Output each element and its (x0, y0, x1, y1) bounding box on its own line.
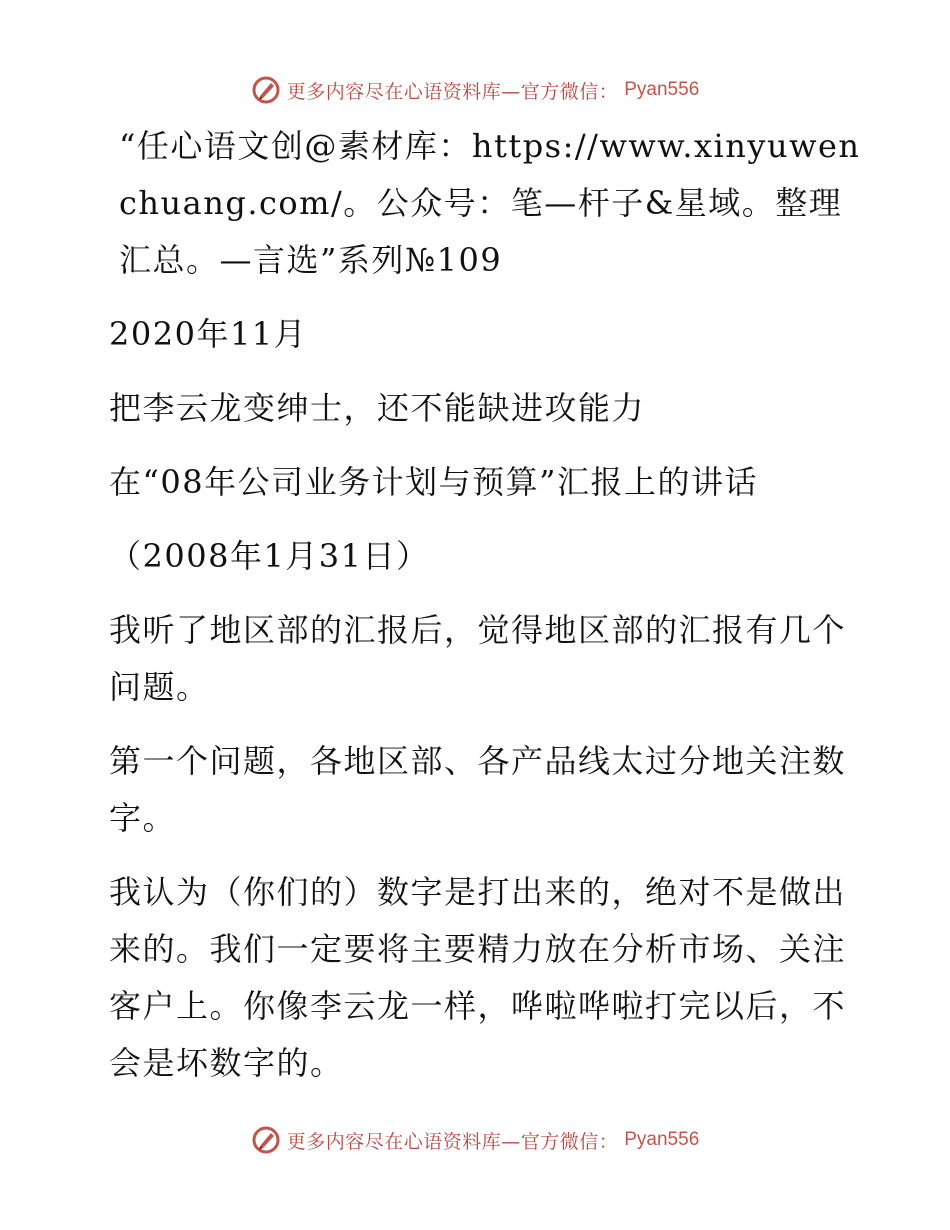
document-body (97, 118, 867, 1092)
header-wechat-id: Pyan556 (624, 79, 700, 100)
body-paragraph: 我听了地区部的汇报后，觉得地区部的汇报有几个问题。 (109, 611, 847, 706)
footer-banner-text: 更多内容尽在心语资料库—官方微信： (286, 1130, 619, 1153)
speech-date: （2008年1月31日） (109, 537, 430, 575)
document-subtitle: 在“08年公司业务计划与预算”汇报上的讲话 (109, 463, 758, 501)
header-watermark-banner (0, 70, 950, 110)
footer-watermark-banner (0, 1120, 950, 1160)
pen-in-circle-icon (251, 75, 281, 105)
document-date: 2020年11月 (109, 315, 308, 353)
pen-in-circle-icon (251, 1125, 281, 1155)
header-banner-text: 更多内容尽在心语资料库—官方微信： (286, 80, 619, 103)
body-paragraph: 我认为（你们的）数字是打出来的，绝对不是做出来的。我们一定要将主要精力放在分析市场、关注客户上。你像李云龙一样，哗啦哗啦打完以后，不会是坏数字的。 (109, 873, 847, 1082)
document-title: 把李云龙变绅士，还不能缺进攻能力 (109, 389, 646, 427)
body-paragraph: 第一个问题，各地区部、各产品线太过分地关注数字。 (109, 742, 847, 837)
intro-paragraph: “任心语文创@素材库：https://www.xinyuwenchuang.com/。公众号：笔—杆子&星域。整理汇总。—言选”系列№109 (119, 127, 861, 279)
footer-wechat-id: Pyan556 (624, 1129, 700, 1150)
